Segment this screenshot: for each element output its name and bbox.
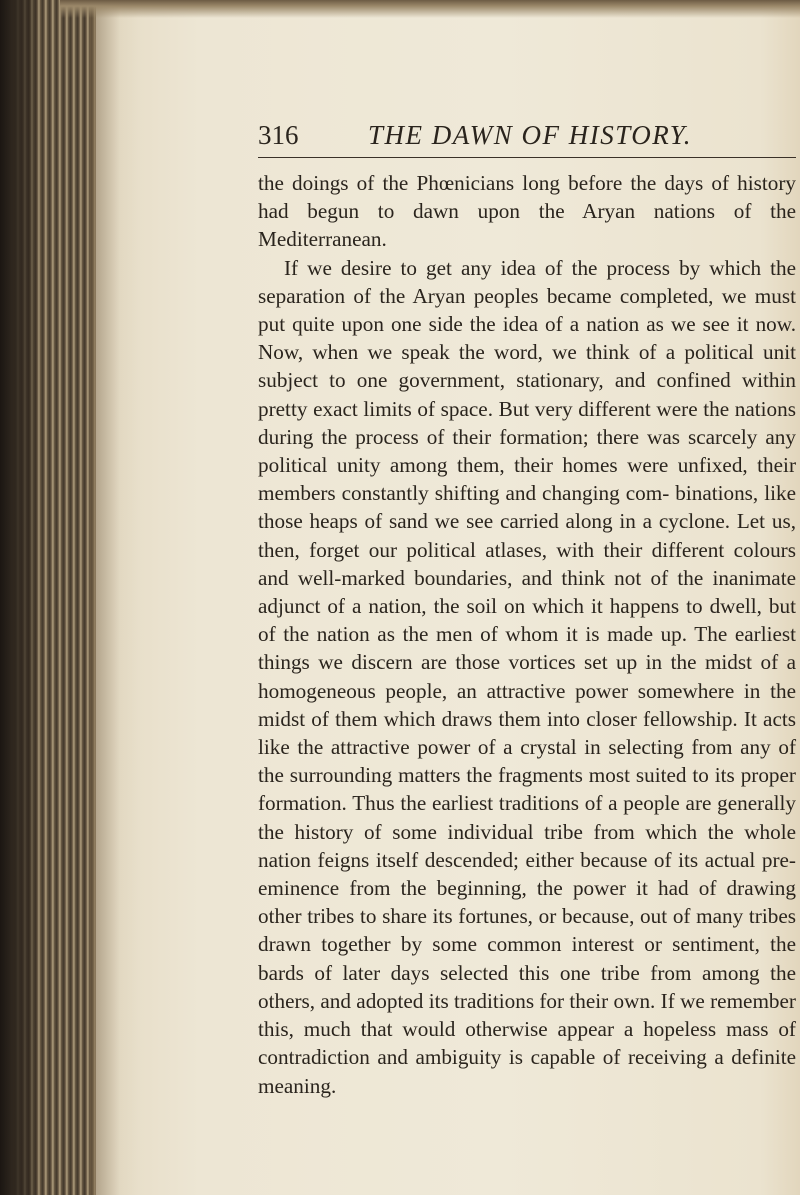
book-title: THE DAWN OF HISTORY.: [368, 120, 693, 150]
binding-shadow: [0, 0, 40, 1195]
header-rule: [258, 157, 796, 158]
running-head: [258, 120, 800, 160]
paragraph-continued: the doings of the Phœnicians long before the days of history had begun to dawn upon the Aryan nations of the Mediterranean.: [258, 171, 796, 252]
page-top-edge: [60, 0, 800, 18]
page-gutter: [90, 0, 140, 1195]
page-number: 316: [258, 120, 299, 150]
body-text: [258, 169, 796, 1100]
paragraph: If we desire to get any idea of the process by which the separation of the Aryan peoples became completed, we must put quite upon one side the idea of a nation as we see it now. Now, when we speak the word, we think of a political unit subject to one government, stationary, and confined within pretty exact limits of space. But very different were the nations during the process of their formation; there was scarcely any political unity among them, their homes were unfixed, their members constantly shifting and changing com- binations, like those heaps of sand we see carried along in a cyclone. Let us, then, forget our political atlases, with their different colours and well-marked boundaries, and think not of the inanimate adjunct of a nation, the soil on which it happens to dwell, but of the nation as the men of whom it is made up. The earliest things we discern are those vortices set up in the midst of a homogeneous people, an attractive power somewhere in the midst of them which draws them into closer fellowship. It acts like the attractive power of a crystal in selecting from any of the surrounding matters the fragments most suited to its proper formation. Thus the earliest traditions of a people are generally the history of some individual tribe from which the whole nation feigns itself descended; either because of its actual pre-eminence from the beginning, the power it had of drawing other tribes to share its fortunes, or because, out of many tribes drawn together by some common interest or sentiment, the bards of later days selected this one tribe from among the others, and adopted its traditions for their own. If we remember this, much that would otherwise appear a hopeless mass of contradiction and ambiguity is capable of receiving a definite meaning.: [258, 255, 796, 1098]
